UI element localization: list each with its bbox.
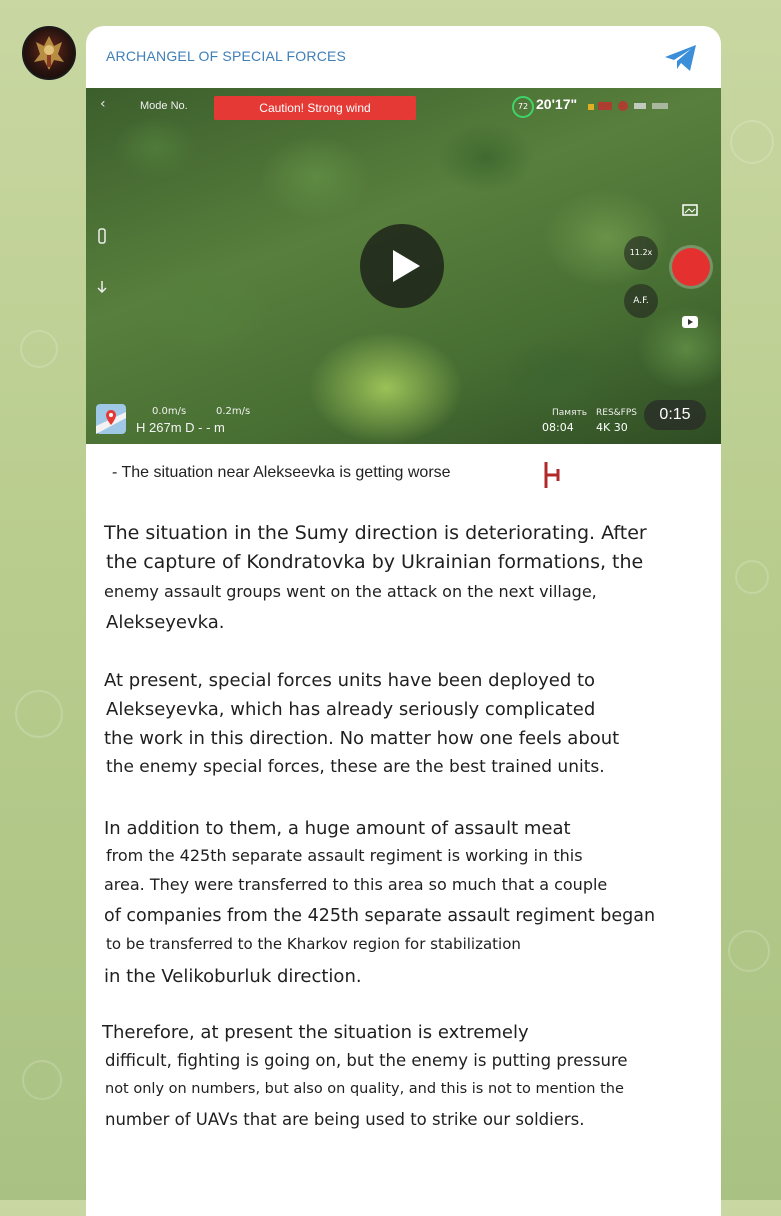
gimbal-icon [96, 228, 108, 244]
background-doodle [15, 690, 63, 738]
background-doodle [728, 930, 770, 972]
text-line: area. They were transferred to this area so much that a couple [104, 875, 608, 894]
recording-time: 08:04 [542, 421, 574, 434]
channel-name[interactable]: ARCHANGEL OF SPECIAL FORCES [106, 48, 347, 64]
horizontal-speed: 0.0m/s [152, 406, 187, 417]
text-line: Therefore, at present the situation is extremely [102, 1022, 529, 1043]
text-line: Alekseyevka, which has already seriously complicated [106, 699, 596, 720]
message-card [86, 26, 721, 1216]
background-doodle [22, 1060, 62, 1100]
record-button [672, 248, 710, 286]
wind-warning-banner: Caution! Strong wind [214, 96, 416, 120]
video-player[interactable] [86, 88, 721, 444]
card-bottom-fade [86, 1136, 721, 1216]
flight-time: 20'17" [536, 96, 578, 112]
text-line: number of UAVs that are being used to strike our soldiers. [105, 1110, 585, 1129]
playback-icon [682, 316, 698, 328]
archangel-emblem-icon [24, 28, 74, 78]
text-line: of companies from the 425th separate assault regiment began [104, 906, 656, 926]
text-line: the work in this direction. No matter how one feels about [104, 728, 620, 749]
channel-avatar[interactable] [22, 26, 76, 80]
post-subtitle: - The situation near Alekseevka is getting worse [112, 464, 451, 481]
memory-label: Память [552, 408, 588, 418]
zoom-level: 11.2x [624, 236, 658, 270]
video-duration: 0:15 [644, 400, 706, 430]
altitude-distance: H 267m D - - m [136, 420, 225, 435]
video-mode-label: Mode No. [140, 100, 188, 112]
text-line: not only on numbers, but also on quality, and this is not to mention the [105, 1081, 624, 1097]
play-button[interactable] [360, 224, 444, 308]
resolution-value: 4K 30 [596, 421, 628, 434]
post-paragraph-1 [104, 522, 647, 633]
text-line: from the 425th separate assault regiment is working in this [106, 846, 583, 865]
battery-indicator: 72 [512, 96, 534, 118]
unit-mark-icon [542, 460, 562, 490]
text-line: difficult, fighting is going on, but the enemy is putting pressure [105, 1051, 628, 1070]
camera-settings-icon [682, 204, 698, 216]
resolution-label: RES&FPS [596, 408, 637, 418]
signal-status-icon [588, 100, 688, 112]
text-line: At present, special forces units have been deployed to [104, 670, 596, 691]
telegram-share-icon[interactable] [663, 42, 699, 74]
back-arrow-icon: ‹ [100, 96, 106, 112]
vertical-speed: 0.2m/s [216, 406, 251, 417]
background-doodle [730, 120, 774, 164]
landing-icon [96, 280, 108, 296]
text-line: Alekseyevka. [106, 612, 225, 633]
autofocus-label: A.F. [624, 284, 658, 318]
text-line: The situation in the Sumy direction is deteriorating. After [104, 522, 647, 544]
text-line: in the Velikoburluk direction. [104, 966, 362, 987]
text-line: the capture of Kondratovka by Ukrainian formations, the [106, 551, 644, 573]
post-paragraph-4 [102, 1022, 628, 1129]
play-icon [360, 224, 444, 308]
text-line: the enemy special forces, these are the best trained units. [106, 757, 605, 777]
post-paragraph-3 [104, 818, 655, 987]
map-icon [96, 404, 126, 434]
background-doodle [20, 330, 58, 368]
text-line: enemy assault groups went on the attack on the next village, [104, 582, 597, 601]
post-paragraph-2 [104, 670, 619, 777]
background-doodle [735, 560, 769, 594]
text-line: to be transferred to the Kharkov region for stabilization [106, 935, 521, 953]
text-line: In addition to them, a huge amount of assault meat [104, 818, 571, 839]
